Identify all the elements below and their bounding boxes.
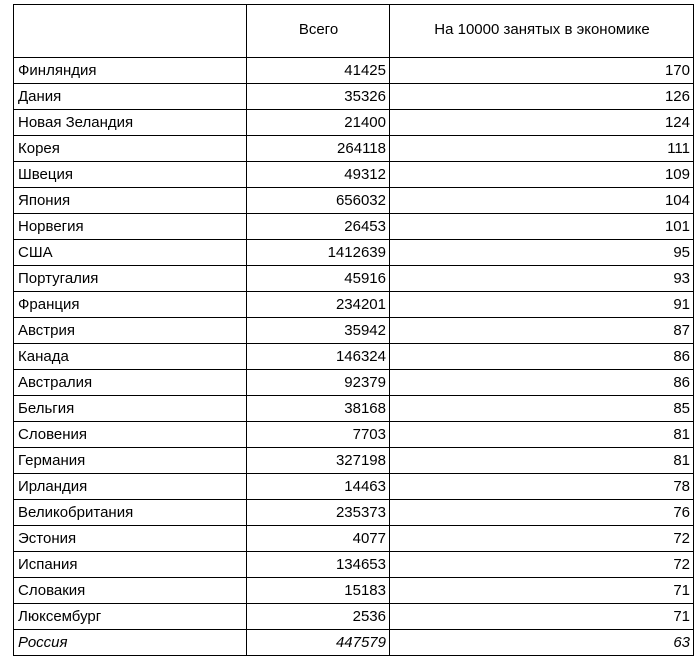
table-row	[14, 318, 694, 344]
per-10000-cell: 93	[390, 266, 694, 292]
country-cell: Новая Зеландия	[14, 110, 247, 136]
total-cell: 264118	[247, 136, 390, 162]
per-10000-cell: 71	[390, 578, 694, 604]
country-cell: Великобритания	[14, 500, 247, 526]
country-cell: Норвегия	[14, 214, 247, 240]
total-cell: 92379	[247, 370, 390, 396]
country-cell: Япония	[14, 188, 247, 214]
table-row	[14, 448, 694, 474]
per-10000-cell: 95	[390, 240, 694, 266]
total-cell: 134653	[247, 552, 390, 578]
per-10000-cell: 86	[390, 344, 694, 370]
table-row	[14, 58, 694, 84]
total-cell: 38168	[247, 396, 390, 422]
data-table	[13, 4, 694, 656]
table-row	[14, 162, 694, 188]
total-cell: 14463	[247, 474, 390, 500]
country-cell: Корея	[14, 136, 247, 162]
table-row	[14, 500, 694, 526]
country-cell: Франция	[14, 292, 247, 318]
header-total: Всего	[247, 5, 390, 58]
per-10000-cell: 124	[390, 110, 694, 136]
total-cell: 7703	[247, 422, 390, 448]
table-row	[14, 422, 694, 448]
country-cell: Германия	[14, 448, 247, 474]
total-cell: 21400	[247, 110, 390, 136]
total-cell: 26453	[247, 214, 390, 240]
total-cell: 146324	[247, 344, 390, 370]
total-cell: 2536	[247, 604, 390, 630]
per-10000-cell: 78	[390, 474, 694, 500]
country-cell: Дания	[14, 84, 247, 110]
country-cell: Люксембург	[14, 604, 247, 630]
per-10000-cell: 85	[390, 396, 694, 422]
country-cell: Ирландия	[14, 474, 247, 500]
country-cell: Испания	[14, 552, 247, 578]
table-row	[14, 474, 694, 500]
table-row	[14, 214, 694, 240]
table-row	[14, 136, 694, 162]
table-row	[14, 578, 694, 604]
table-row	[14, 292, 694, 318]
per-10000-cell: 87	[390, 318, 694, 344]
total-cell: 49312	[247, 162, 390, 188]
per-10000-cell: 104	[390, 188, 694, 214]
per-10000-cell: 72	[390, 526, 694, 552]
per-10000-cell: 72	[390, 552, 694, 578]
total-cell: 15183	[247, 578, 390, 604]
per-10000-cell: 101	[390, 214, 694, 240]
total-cell: 235373	[247, 500, 390, 526]
header-row	[14, 5, 694, 58]
table-row	[14, 630, 694, 656]
country-cell: Эстония	[14, 526, 247, 552]
table-row	[14, 370, 694, 396]
country-cell: Словакия	[14, 578, 247, 604]
country-cell: Бельгия	[14, 396, 247, 422]
table-row	[14, 344, 694, 370]
per-10000-cell: 76	[390, 500, 694, 526]
per-10000-cell: 86	[390, 370, 694, 396]
header-per-10000: На 10000 занятых в экономике	[390, 5, 694, 58]
total-cell: 1412639	[247, 240, 390, 266]
country-cell: США	[14, 240, 247, 266]
country-cell: Финляндия	[14, 58, 247, 84]
country-cell: Австралия	[14, 370, 247, 396]
country-cell: Словения	[14, 422, 247, 448]
table-row	[14, 240, 694, 266]
total-cell: 35326	[247, 84, 390, 110]
table-row	[14, 84, 694, 110]
per-10000-cell: 126	[390, 84, 694, 110]
country-cell: Швеция	[14, 162, 247, 188]
per-10000-cell: 91	[390, 292, 694, 318]
per-10000-cell: 170	[390, 58, 694, 84]
country-cell: Португалия	[14, 266, 247, 292]
total-cell: 656032	[247, 188, 390, 214]
table-row	[14, 396, 694, 422]
header-country	[14, 5, 247, 58]
table-row	[14, 188, 694, 214]
per-10000-cell: 81	[390, 448, 694, 474]
table-row	[14, 604, 694, 630]
per-10000-cell: 111	[390, 136, 694, 162]
country-cell: Россия	[14, 630, 247, 656]
table-row	[14, 266, 694, 292]
per-10000-cell: 63	[390, 630, 694, 656]
total-cell: 4077	[247, 526, 390, 552]
table-row	[14, 110, 694, 136]
total-cell: 41425	[247, 58, 390, 84]
total-cell: 234201	[247, 292, 390, 318]
total-cell: 45916	[247, 266, 390, 292]
table-body	[14, 58, 694, 656]
table-row	[14, 552, 694, 578]
per-10000-cell: 81	[390, 422, 694, 448]
total-cell: 35942	[247, 318, 390, 344]
total-cell: 327198	[247, 448, 390, 474]
country-cell: Канада	[14, 344, 247, 370]
country-cell: Австрия	[14, 318, 247, 344]
total-cell: 447579	[247, 630, 390, 656]
table-row	[14, 526, 694, 552]
per-10000-cell: 71	[390, 604, 694, 630]
table-header	[14, 5, 694, 58]
per-10000-cell: 109	[390, 162, 694, 188]
